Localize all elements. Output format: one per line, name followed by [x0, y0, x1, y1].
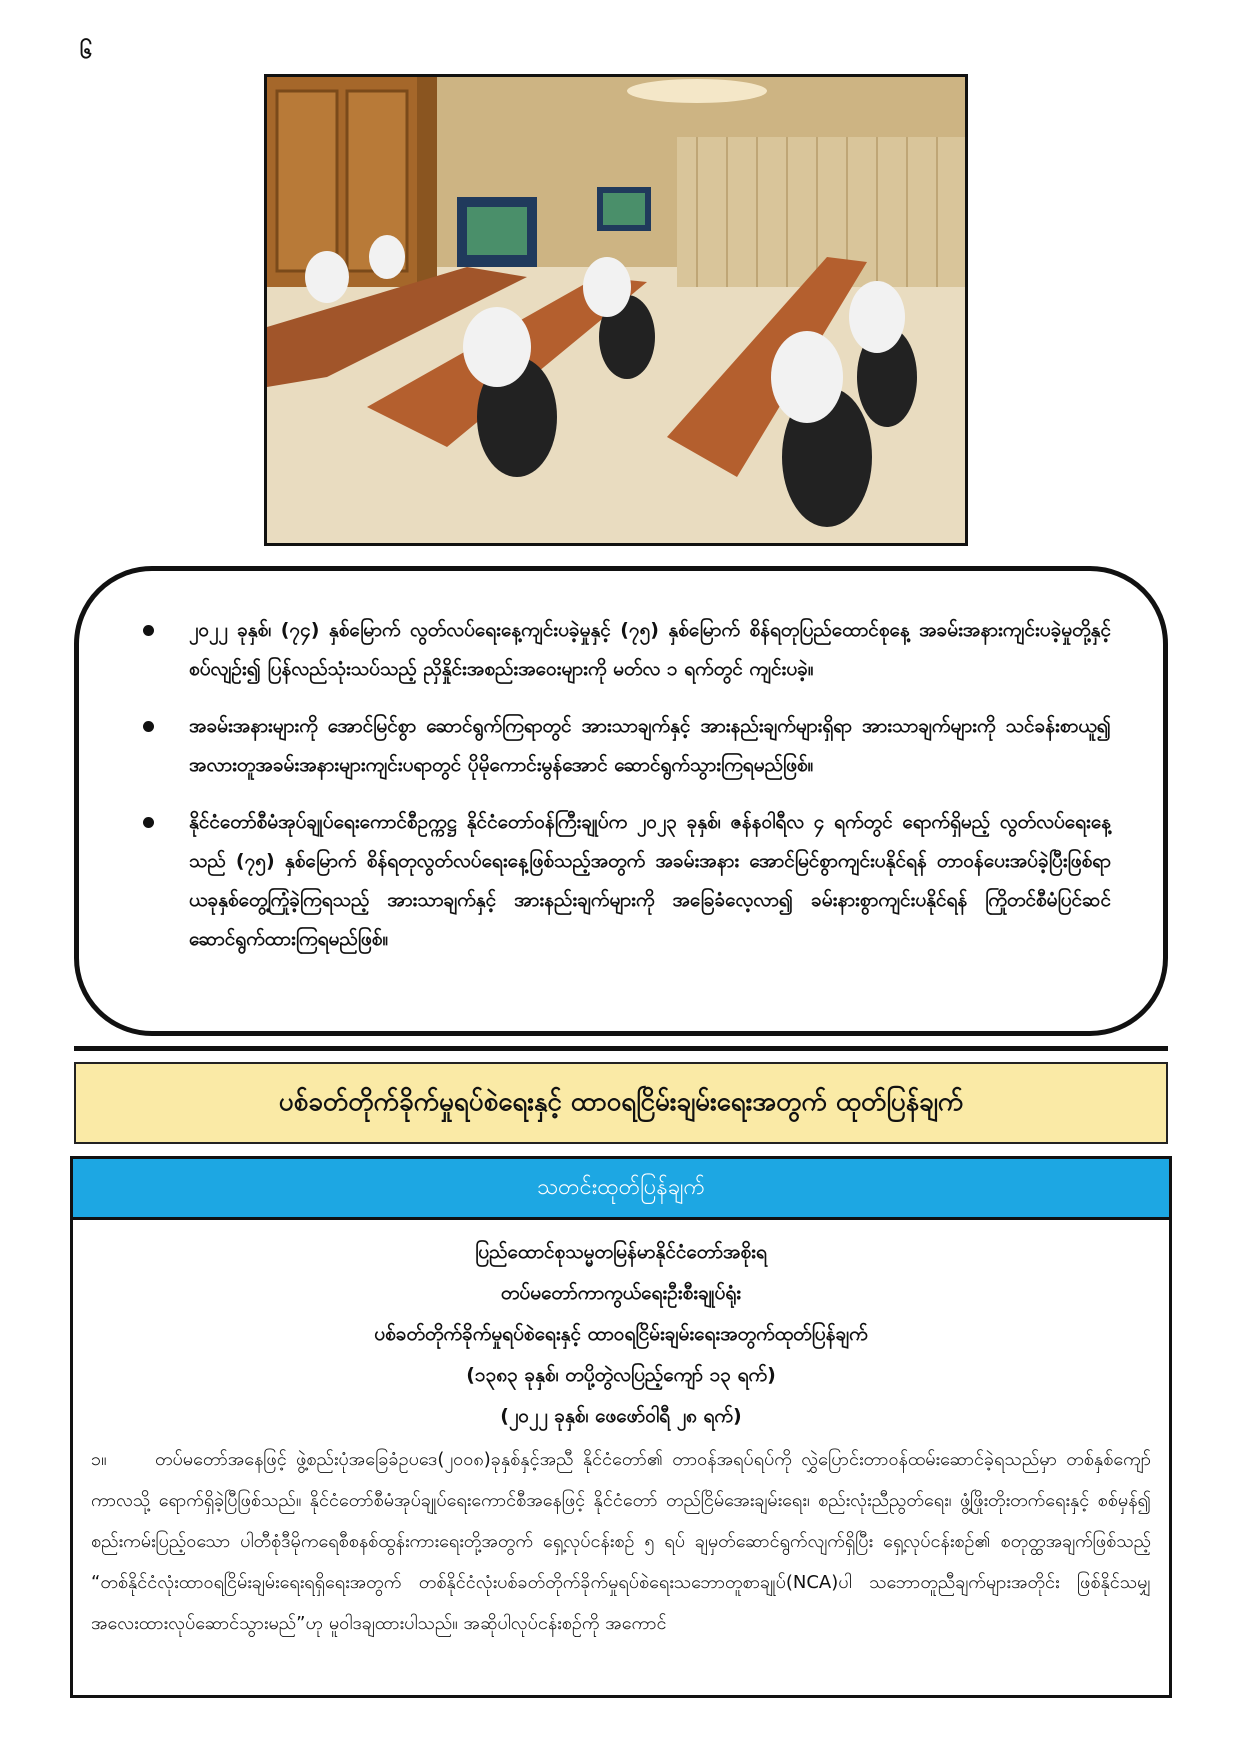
press-release-bar: သတင်းထုတ်ပြန်ချက်	[73, 1159, 1169, 1220]
press-heading-line: ပြည်ထောင်စုသမ္မတမြန်မာနိုင်ငံတော်အစိုးရ	[475, 1241, 767, 1263]
press-heading-line: ပစ်ခတ်တိုက်ခိုက်မှုရပ်စဲရေးနှင့် ထာဝရငြိမ်းချမ်းရေးအတွက်ထုတ်ပြန်ချက်	[374, 1323, 868, 1345]
press-heading-line: တပ်မတော်ကာကွယ်ရေးဦးစီးချုပ်ရုံး	[500, 1282, 742, 1304]
paragraph-number: ၁။	[91, 1449, 107, 1470]
press-heading-line: (၂၀၂၂ ခုနှစ်၊ ဖေဖော်ဝါရီ ၂၈ ရက်)	[500, 1405, 742, 1427]
bullet-icon	[143, 625, 154, 636]
summary-item: ၂၀၂၂ ခုနှစ်၊ (၇၄) နှစ်မြောက် လွတ်လပ်ရေးနေ့ကျင်းပခဲ့မှုနှင့် (၇၅) နှစ်မြောက် စိန်ရတုပြည်ထောင်စုနေ့ အခမ်းအနားကျင်းပခဲ့မှုတို့နှင့်စပ်လျဉ်း၍ ပြန်လည်သုံးသပ်သည့် ညှိနှိုင်းအစည်းအဝေးများကို မတ်လ ၁ ရက်တွင် ကျင်းပခဲ့။	[137, 611, 1111, 689]
summary-item: နိုင်ငံတော်စီမံအုပ်ချုပ်ရေးကောင်စီဥက္ကဋ္ဌ နိုင်ငံတော်ဝန်ကြီးချုပ်က ၂၀၂၃ ခုနှစ်၊ ဇန်နဝါရီလ ၄ ရက်တွင် ရောက်ရှိမည့် လွတ်လပ်ရေးနေ့သည် (၇၅) နှစ်မြောက် စိန်ရတုလွတ်လပ်ရေးနေ့ဖြစ်သည့်အတွက် အခမ်းအနား အောင်မြင်စွာကျင်းပနိုင်ရန် တာဝန်ပေးအပ်ခဲ့ပြီးဖြစ်ရာ ယခုနှစ်တွေ့ကြုံခဲ့ကြရသည့် အားသာချက်နှင့် အားနည်းချက်များကို အခြေခံလေ့လာ၍ ခမ်းနားစွာကျင်းပနိုင်ရန် ကြိုတင်စီမံပြင်ဆင်ဆောင်ရွက်ထားကြရမည်ဖြစ်။	[137, 803, 1111, 959]
section-headline: ပစ်ခတ်တိုက်ခိုက်မှုရပ်စဲရေးနှင့် ထာဝရငြိမ်းချမ်းရေးအတွက် ထုတ်ပြန်ချက်	[74, 1062, 1168, 1144]
ceiling-light	[627, 79, 767, 103]
page-number: ၆	[80, 39, 93, 64]
bullet-icon	[143, 817, 154, 828]
press-release-body	[73, 1220, 1169, 1644]
bullet-icon	[143, 721, 154, 732]
press-paragraph	[91, 1439, 1151, 1644]
attendee	[463, 307, 531, 387]
meeting-room-illustration	[267, 77, 965, 543]
meeting-photo	[264, 74, 968, 546]
summary-box	[74, 566, 1168, 1036]
summary-item: အခမ်းအနားများကို အောင်မြင်စွာ ဆောင်ရွက်ကြရာတွင် အားသာချက်နှင့် အားနည်းချက်များရှိရာ အားသာချက်များကို သင်ခန်းစာယူ၍ အလားတူအခမ်းအနားများကျင်းပရာတွင် ပိုမိုကောင်းမွန်အောင် ဆောင်ရွက်သွားကြရမည်ဖြစ်။	[137, 707, 1111, 785]
press-heading-line: (၁၃၈၃ ခုနှစ်၊ တပို့တွဲလပြည့်ကျော် ၁၃ ရက်)	[466, 1364, 776, 1386]
summary-list	[137, 611, 1111, 959]
section-divider	[74, 1046, 1168, 1051]
press-release	[70, 1156, 1172, 1698]
paragraph-text: တပ်မတော်အနေဖြင့် ဖွဲ့စည်းပုံအခြေခံဥပဒေ(၂၀၀၈)ခုနှစ်နှင့်အညီ နိုင်ငံတော်၏ တာဝန်အရပ်ရပ်ကို လွှဲပြောင်းတာဝန်ထမ်းဆောင်ခဲ့ရသည်မှာ တစ်နှစ်ကျော်ကာလသို့ ရောက်ရှိခဲ့ပြီဖြစ်သည်။ နိုင်ငံတော်စီမံအုပ်ချုပ်ရေးကောင်စီအနေဖြင့် နိုင်ငံတော် တည်ငြိမ်အေးချမ်းရေး၊ စည်းလုံးညီညွတ်ရေး၊ ဖွံ့ဖြိုးတိုးတက်ရေးနှင့် စစ်မှန်၍ စည်းကမ်းပြည့်ဝသော ပါတီစုံဒီမိုကရေစီစနစ်ထွန်းကားရေးတို့အတွက် ရှေ့လုပ်ငန်းစဉ် ၅ ရပ် ချမှတ်ဆောင်ရွက်လျက်ရှိပြီး ရှေ့လုပ်ငန်းစဉ်၏ စတုတ္ထအချက်ဖြစ်သည့် “တစ်နိုင်ငံလုံးထာဝရငြိမ်းချမ်းရေးရရှိရေးအတွက် တစ်နိုင်ငံလုံးပစ်ခတ်တိုက်ခိုက်မှုရပ်စဲရေးသဘောတူစာချုပ်(NCA)ပါ သဘောတူညီချက်များအတိုင်း ဖြစ်နိုင်သမျှအလေးထားလုပ်ဆောင်သွားမည်”ဟု မူဝါဒချထားပါသည်။ အဆိုပါလုပ်ငန်းစဉ်ကို အကောင်	[91, 1449, 1151, 1634]
